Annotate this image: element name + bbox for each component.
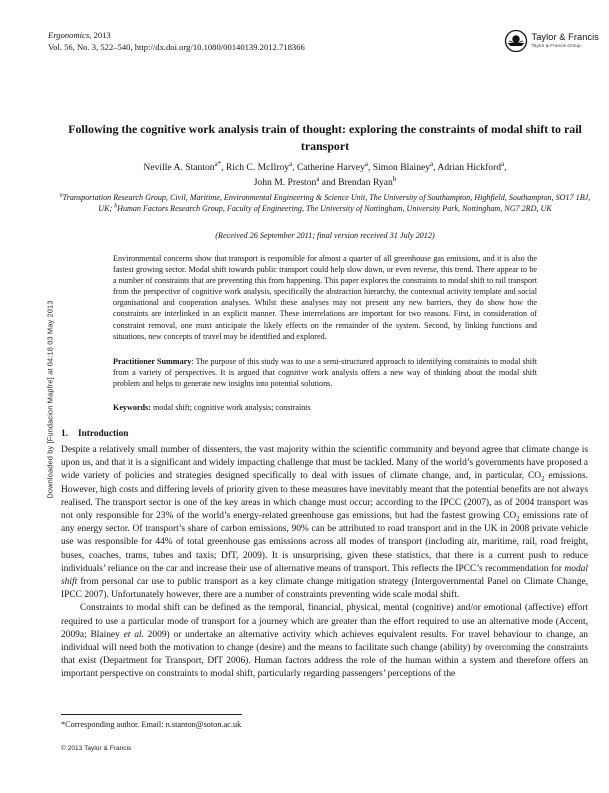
author-sep: ,	[292, 162, 297, 173]
co2-subscript: 2	[516, 515, 520, 523]
author-name: Adrian Hickford	[437, 162, 502, 173]
author-affil-marker: a*	[214, 160, 222, 168]
author-affil-marker: a	[501, 160, 505, 168]
author-affil-marker: a	[364, 160, 368, 168]
author-sep: ,	[221, 162, 226, 173]
author-name: John M. Preston	[253, 176, 317, 188]
para1-part-a: Despite a relatively small number of dissenters, the vast majority within the scientific community and beyond agree that climate change is upon us, and that it is a significant and widely impacting challenge that must be tackled. Many of the world’s governments have proposed a wide variety of policies and strategies designed specifically to deal with issues of climate change, and, in particular, CO	[61, 445, 588, 482]
author-name: Neville A. Stanton	[143, 162, 215, 173]
author-affil-marker: a	[289, 160, 293, 168]
keywords-text: modal shift; cognitive work analysis; constraints	[150, 403, 311, 413]
co2-subscript: 2	[541, 476, 545, 484]
corresponding-author-note: *Corresponding author. Email: n.stanton@soton.ac.uk	[61, 720, 242, 729]
author-sep: and	[319, 176, 339, 188]
body-text	[61, 444, 588, 682]
author-affil-marker: a	[316, 175, 320, 183]
section-number: 1.	[61, 429, 68, 439]
journal-volume-doi: Vol. 56, No. 3, 522–540, http://dx.doi.org/10.1080/00140139.2012.718366	[48, 42, 305, 52]
paragraph-1	[61, 444, 588, 602]
footnote-divider	[61, 714, 242, 715]
keywords-label: Keywords:	[113, 403, 151, 413]
section-heading-introduction	[61, 429, 128, 439]
download-stamp-text: Downloaded by [Fundacion Mapfre] at 04:18 03 May 2013	[45, 300, 55, 499]
author-name: Catherine Harvey	[296, 162, 365, 173]
affiliations	[58, 192, 592, 214]
author-name: Simon Blainey	[372, 162, 431, 173]
para1-part-d: from personal car use to public transport as a key climate change mitigation strategy (Intergovernmental Panel on Climate Change, IPCC 2007). Unfortunately however, there are a number of constraints preventing wide scale modal shift.	[61, 577, 588, 601]
journal-year: , 2013	[89, 30, 111, 40]
para2-emphasis-et-al: et al.	[123, 629, 144, 640]
publisher-logo	[504, 29, 599, 53]
author-affil-marker: b	[392, 175, 397, 183]
affiliation-a-text: Transportation Research Group, Civil, Maritime, Environmental Engineering & Science Unit, The University of Southampton, Highfield, Southampton, SO17 1BJ, UK;	[62, 193, 591, 214]
copyright-notice: © 2013 Taylor & Francis	[61, 745, 132, 752]
para1-part-b: emissions. However, high costs and differing levels of priority given to these measures have inevitably meant that the potential benefits are not always realised. The transport sector is one of the key areas in which change must occur; according to the IPCC (2007), as of 2004 transport was not only responsible for 23% of the world’s energy-related greenhouse gas emissions, but had the fastest growing CO	[61, 471, 588, 522]
author-list	[62, 161, 588, 190]
para2-part-a: Constraints to modal shift can be defined as the temporal, financial, physical, mental (cognitive) and/or emotional (affective) effort required to use a particular mode of transport for a journey which are greater than the effort required to use an alternative mode (Accent, 2009a; Blainey	[61, 603, 588, 640]
author-sep: ,	[433, 162, 438, 173]
practitioner-summary-label: Practitioner Summary	[113, 356, 192, 366]
masthead	[48, 29, 601, 75]
taylor-francis-globe-icon	[504, 29, 528, 53]
publisher-logo-text	[532, 33, 599, 48]
practitioner-summary-text: : The purpose of this study was to use a semi-structured approach to identifying constraints to modal shift from a variety of perspectives. It is argued that cognitive work analysis offers a new way of thinking about the modal shift problem and helps to generate new insights into potential solutions.	[113, 356, 537, 388]
affiliation-marker-b: b	[114, 203, 118, 210]
received-dates: (Received 26 September 2011; final version received 31 July 2012)	[215, 231, 435, 240]
author-name: Brendan Ryan	[338, 176, 393, 188]
author-affil-marker: a	[430, 160, 434, 168]
abstract-text: Environmental concerns show that transport is responsible for almost a quarter of all greenhouse gas emissions, and it is also the fastest growing sector. Modal shift towards public transport could help slow down, or even reverse, this trend. There appear to be a number of constraints that are preventing this from happening. This paper explores the constraints to modal shift to rail transport from the perspective of cognitive work analysis, specifically the abstraction hierarchy, the contextual activity template and social organisational and cooperation analyses. Whilst these analyses may not present any new barriers, they do show how the constraints are interlinked in an explicit manner. These interrelations are important for two reasons. First, in consideration of constraint removal, one must anticipate the likely effects on the remainder of the system. Second, by linking functions and situations, new concepts of travel may be identified and explored.	[113, 254, 537, 341]
publisher-tagline: Taylor & Francis Group	[531, 43, 581, 49]
para2-part-b: 2009) or undertake an alternative activity which achieves equivalent results. For travel behaviour to change, an individual will need both the motivation to change (desire) and the means to facilitate such change (ability) by overcoming the constraints that exist (Department for Transport, DfT 2006). Human factors address the role of the human within a system and therefore offers an important perspective on constraints to modal shift, particularly regarding passengers’ perceptions of the	[61, 629, 589, 680]
paper-page	[40, 0, 609, 793]
article-title: Following the cognitive work analysis train of thought: exploring the constraints of modal shift to rail transport	[68, 122, 582, 153]
section-title: Introduction	[77, 429, 129, 439]
practitioner-summary	[113, 356, 537, 389]
affiliation-b-text: Human Factors Research Group, Faculty of Engineering, The University of Nottingham, University Park, Nottingham, NG7 2RD, UK	[117, 204, 552, 214]
author-name: Rich C. McIlroy	[225, 162, 290, 173]
affiliation-marker-a: a	[59, 192, 63, 199]
para1-emphasis-modal-shift: modal shift	[61, 563, 588, 588]
download-stamp	[0, 0, 55, 793]
author-sep: ,	[504, 162, 507, 173]
publisher-name: Taylor & Francis	[531, 32, 599, 43]
keywords	[113, 402, 537, 413]
paragraph-2	[61, 602, 588, 681]
para1-part-c: emissions rate of any energy sector. Of transport’s share of carbon emissions, 90% can be attributed to road transport and in the UK in 2008 private vehicle use was responsible for 44% of total greenhouse gas emissions across all modes of transport (including air, maritime, rail, road freight, buses, coaches, trams, tubes and taxis; DfT, 2009). It is unsurprising, given these statistics, that there is a current push to reduce individuals’ reliance on the car and increase their use of alternative means of transport. This reflects the IPCC’s recommendation for	[61, 511, 589, 574]
journal-name: Ergonomics	[48, 30, 90, 40]
author-sep: ,	[367, 162, 373, 173]
abstract-block	[113, 253, 537, 413]
